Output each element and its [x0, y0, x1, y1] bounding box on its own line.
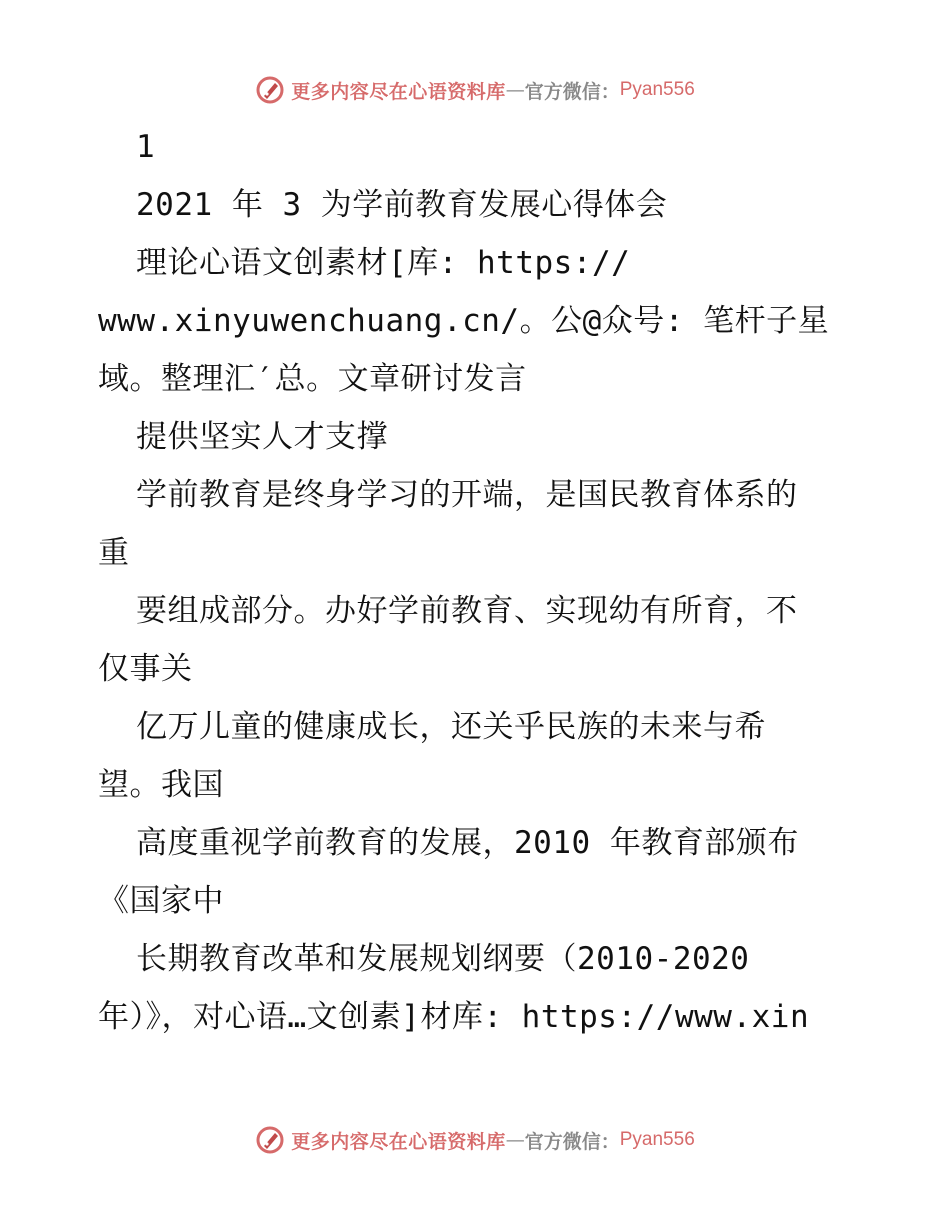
banner-text: 更多内容尽在心语资料库 — [291, 1130, 506, 1153]
document-body — [98, 118, 858, 1046]
pen-nib-logo-icon — [255, 75, 285, 105]
text-line: 仅事关 — [98, 651, 193, 687]
banner-wechat-id: Pyan556 — [619, 1129, 695, 1150]
banner-separator: — — [505, 1129, 525, 1151]
text-line: 年）》，对心语…文创素]材库: https://www.xin — [98, 999, 810, 1035]
document-title: 2021 年 3 为学前教育发展心得体会 — [136, 187, 668, 223]
text-line: 重 — [98, 535, 130, 571]
text-line: 望。我国 — [98, 767, 224, 803]
text-line: 高度重视学前教育的发展，2010 年教育部颁布 — [136, 825, 799, 861]
text-line: 长期教育改革和发展规划纲要（2010-2020 — [136, 941, 750, 977]
banner-wechat-label: 官方微信： — [524, 1130, 620, 1153]
text-line: 亿万儿童的健康成长，还关乎民族的未来与希 — [136, 709, 766, 745]
banner-wechat-label: 官方微信： — [524, 80, 620, 103]
text-line: 域。整理汇′总。文章研讨发言 — [98, 361, 527, 397]
text-line: 《国家中 — [98, 883, 224, 919]
page-number: 1 — [136, 129, 156, 165]
text-line: 要组成部分。办好学前教育、实现幼有所育，不 — [136, 593, 798, 629]
banner-text: 更多内容尽在心语资料库 — [291, 80, 506, 103]
pen-nib-logo-icon — [255, 1125, 285, 1155]
banner-wechat-id: Pyan556 — [619, 79, 695, 100]
footer-banner — [0, 1120, 950, 1160]
header-banner — [0, 70, 950, 110]
text-line: 学前教育是终身学习的开端，是国民教育体系的 — [136, 477, 798, 513]
section-heading: 提供坚实人才支撑 — [136, 419, 388, 455]
text-line: 理论心语文创素材[库: https:// — [136, 245, 631, 281]
text-line: www.xinyuwenchuang.cn/。公@众号: 笔杆子星 — [98, 303, 830, 339]
banner-separator: — — [505, 79, 525, 101]
